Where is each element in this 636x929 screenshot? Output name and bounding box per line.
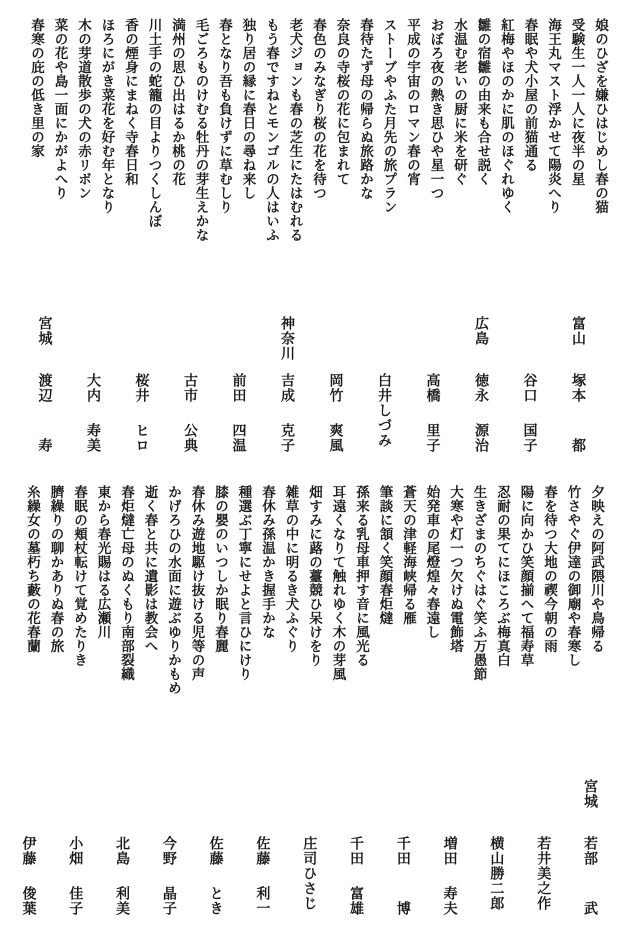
- prefecture-label: [297, 316, 346, 373]
- prefecture-label: [272, 779, 319, 836]
- haiku-column: 生きざまのちぐはぐ笑ふ万愚節: [470, 485, 487, 681]
- author-block-top: [6, 316, 588, 453]
- author-given-name: ヒロ: [133, 423, 150, 453]
- prefecture-label: [226, 779, 273, 836]
- author-given-name: 公典: [182, 423, 198, 453]
- prefecture-label: [132, 779, 179, 836]
- haiku-column: おぼろ夜の熱き思ひや星一つ: [427, 18, 444, 200]
- haiku-column: ほろにがき菜花を好む年となり: [98, 18, 115, 214]
- author-given-name: 佳子: [67, 886, 84, 916]
- haiku-column: 平成の宇宙のロマン春の宵: [404, 18, 420, 186]
- prefecture-label: [506, 779, 553, 836]
- haiku-column: 老犬ジョンも春の芝生にたはむれる: [286, 18, 303, 242]
- author-column: [103, 316, 152, 453]
- haiku-column: 筆談に頷く笑顔春炬燵: [376, 485, 393, 625]
- author-given-name: 寿夫: [441, 886, 458, 916]
- author-given-name: 俊葉: [20, 886, 37, 916]
- haiku-column: 春休み孫温かき握手かな: [259, 485, 275, 639]
- haiku-column: 孫来る乳母車押す音に風光る: [353, 485, 369, 667]
- author-column: [491, 316, 540, 453]
- haiku-column: 満州の思ひ出はるか桃の花: [169, 18, 185, 186]
- haiku-column: 水温む老いの厨に米を研ぐ: [451, 18, 467, 186]
- haiku-column: 雛の宿雛の由来も合せ説く: [474, 18, 491, 186]
- haiku-column: 海王丸マスト浮かせて陽炎へり: [545, 18, 561, 214]
- haiku-column: 陽に向かひ笑顔揃へて福寿草: [517, 485, 534, 667]
- prefecture-label: [55, 316, 104, 373]
- prefecture-label: [38, 779, 85, 836]
- author-family-name: 小畑: [67, 836, 84, 866]
- author-given-name: とき: [207, 886, 224, 916]
- prefecture-label: [460, 779, 507, 836]
- prefecture-label: 宮城: [36, 316, 53, 346]
- author-column: [6, 316, 55, 453]
- author-block-bottom: [0, 779, 600, 916]
- author-column: [366, 779, 413, 916]
- author-column: [443, 316, 492, 453]
- author-family-name: 横山勝二郎: [488, 836, 505, 911]
- haiku-column: もう春ですねとモンゴルの人はいふ: [263, 18, 279, 242]
- prefecture-label: [103, 316, 152, 373]
- author-column: [226, 779, 273, 916]
- haiku-column: 春待たず母の帰らぬ旅路かな: [357, 18, 373, 200]
- author-family-name: 増田: [441, 836, 458, 866]
- haiku-column: 夕映えの阿武隈川や鳥帰る: [588, 485, 604, 653]
- haiku-column: 膝の嬰のいつしか眠り春麗: [212, 485, 228, 653]
- haiku-column: 春を待つ大地の禊今朝の雨: [541, 485, 557, 653]
- prefecture-label: [413, 779, 460, 836]
- haiku-column: 春休み遊地駆け抜ける児等の声: [188, 485, 205, 681]
- author-family-name: 渡辺: [36, 373, 53, 403]
- haiku-column: 香の煙身にまねく寺春日和: [122, 18, 138, 186]
- prefecture-label: [179, 779, 226, 836]
- author-family-name: 千田: [394, 836, 411, 866]
- haiku-column: 春色のみなぎり桜の花を待つ: [310, 18, 326, 200]
- author-given-name: 国子: [521, 423, 538, 453]
- author-column: [272, 779, 319, 916]
- author-column: [346, 316, 395, 453]
- author-given-name: 源治: [473, 423, 489, 453]
- author-column: [55, 316, 104, 453]
- prefecture-label: [319, 779, 366, 836]
- author-family-name: 千田: [348, 836, 365, 866]
- author-family-name: 桜井: [133, 373, 150, 403]
- haiku-column: 紅梅やほのかに肌のほぐれゆく: [498, 18, 514, 214]
- author-family-name: 古市: [182, 373, 198, 403]
- author-given-name: 寿: [36, 438, 53, 453]
- author-family-name: 塚本: [570, 373, 586, 403]
- author-column: [553, 779, 600, 916]
- haiku-column: 竹さやぐ伊達の御廟や春寒し: [564, 485, 581, 667]
- author-column: [460, 779, 507, 916]
- prefecture-label: [394, 316, 443, 373]
- prefecture-label: [200, 316, 249, 373]
- author-family-name: 北島: [114, 836, 131, 866]
- author-family-name: 谷口: [521, 373, 538, 403]
- haiku-column: 忍耐の果てにほころぶ梅真白: [494, 485, 510, 667]
- author-given-name: 里子: [424, 423, 441, 453]
- prefecture-label: [346, 316, 395, 373]
- prefecture-label: 富山: [570, 316, 586, 346]
- author-given-name: 博: [394, 901, 411, 916]
- author-column: [319, 779, 366, 916]
- prefecture-label: 神奈川: [279, 316, 295, 361]
- haiku-column: 川土手の蛇籠の目よりつくしんぼ: [145, 18, 162, 228]
- author-family-name: 佐藤: [254, 836, 271, 866]
- author-family-name: 吉成: [279, 373, 295, 403]
- author-family-name: 今野: [160, 836, 177, 866]
- author-given-name: 利美: [114, 886, 131, 916]
- prefecture-label: 宮城: [582, 779, 598, 809]
- haiku-column: 菜の花や島一面にかがよへり: [51, 18, 68, 200]
- author-column: [200, 316, 249, 453]
- author-family-name: 徳永: [473, 373, 489, 403]
- author-family-name: 佐藤: [207, 836, 224, 866]
- haiku-column: 雑草の中に明るき犬ふぐり: [282, 485, 299, 653]
- author-column: [0, 779, 38, 916]
- haiku-column: 畑すみに蕗の薹競ひ呆けをり: [306, 485, 322, 667]
- haiku-column: 独り居の縁に春日の尋ね来し: [239, 18, 256, 200]
- haiku-column: 東から春光賜はる広瀬川: [94, 485, 111, 639]
- haiku-column: 春となり吾も負けずに草むしり: [216, 18, 232, 214]
- author-given-name: 四温: [230, 423, 247, 453]
- haiku-column: 受験生一人一人に夜半の星: [568, 18, 585, 186]
- haiku-column: 木の芽道散歩の犬の赤リボン: [75, 18, 91, 200]
- haiku-column: 大寒や灯一つ欠けぬ電飾塔: [447, 485, 463, 653]
- haiku-column: かげろひの水面に遊ぶゆりかもめ: [165, 485, 181, 695]
- author-family-name: 庄司ひさじ: [301, 836, 318, 911]
- haiku-column: 逝く春と共に遺影は教会へ: [141, 485, 158, 653]
- prefecture-label: 広島: [473, 316, 489, 346]
- author-family-name: 前田: [230, 373, 247, 403]
- haiku-column: 種選ぶ丁寧にせよと言ひにけり: [235, 485, 252, 681]
- haiku-column: 春炬燵亡母のぬくもり南部裂織: [118, 485, 134, 681]
- author-family-name: 高橋: [424, 373, 441, 403]
- author-given-name: 利一: [254, 886, 271, 916]
- haiku-column: 毛ごろものけむる牡丹の芽生えかな: [192, 18, 209, 242]
- author-given-name: 武: [582, 901, 598, 916]
- prefecture-label: [366, 779, 413, 836]
- author-family-name: 白井しづみ: [376, 373, 392, 448]
- prefecture-label: [491, 316, 540, 373]
- haiku-column: 春寒の庇の低き里の家: [28, 18, 44, 158]
- author-family-name: 大内: [85, 373, 101, 403]
- haiku-column: 奈良の寺桜の花に包まれて: [333, 18, 350, 186]
- haiku-column: 始発車の尾燈煌々春遠し: [423, 485, 440, 639]
- author-column: [413, 779, 460, 916]
- haiku-column: 臍繰りの聊かありぬ春の旅: [47, 485, 64, 653]
- prefecture-label: [152, 316, 201, 373]
- author-column: [297, 316, 346, 453]
- author-given-name: 富雄: [348, 886, 365, 916]
- haiku-column: 春眠や犬小屋の前猫通る: [521, 18, 538, 172]
- author-column: [540, 316, 589, 453]
- author-column: [152, 316, 201, 453]
- author-given-name: 寿美: [85, 423, 101, 453]
- author-column: [506, 779, 553, 916]
- author-column: [179, 779, 226, 916]
- author-column: [132, 779, 179, 916]
- author-column: [38, 779, 85, 916]
- author-column: [85, 779, 132, 916]
- haiku-column: 糸繰女の墓朽ち藪の花春蘭: [24, 485, 40, 653]
- prefecture-label: [0, 779, 38, 836]
- author-given-name: 晶子: [160, 886, 177, 916]
- haiku-column: 娘のひざを嫌ひはじめし春の猫: [592, 18, 608, 214]
- author-family-name: 若部: [582, 836, 598, 866]
- author-given-name: 都: [570, 438, 586, 453]
- haiku-column: 春眠の頬杖転けて覚めたりき: [71, 485, 87, 667]
- author-family-name: 岡竹: [327, 373, 344, 403]
- author-family-name: 伊藤: [20, 836, 37, 866]
- prefecture-label: [85, 779, 132, 836]
- author-family-name: 若井美之作: [535, 836, 552, 911]
- haiku-column: ストーブやふた月先の旅プラン: [380, 18, 397, 214]
- author-column: [394, 316, 443, 453]
- haiku-block-top: [23, 18, 611, 308]
- author-given-name: 克子: [279, 423, 295, 453]
- haiku-block-bottom: [19, 485, 607, 775]
- author-given-name: 爽風: [327, 423, 344, 453]
- haiku-column: 蒼天の津軽海峡帰る雁: [400, 485, 416, 625]
- haiku-column: 耳遠くなりて触れゆく木の芽風: [329, 485, 346, 681]
- author-column: [249, 316, 298, 453]
